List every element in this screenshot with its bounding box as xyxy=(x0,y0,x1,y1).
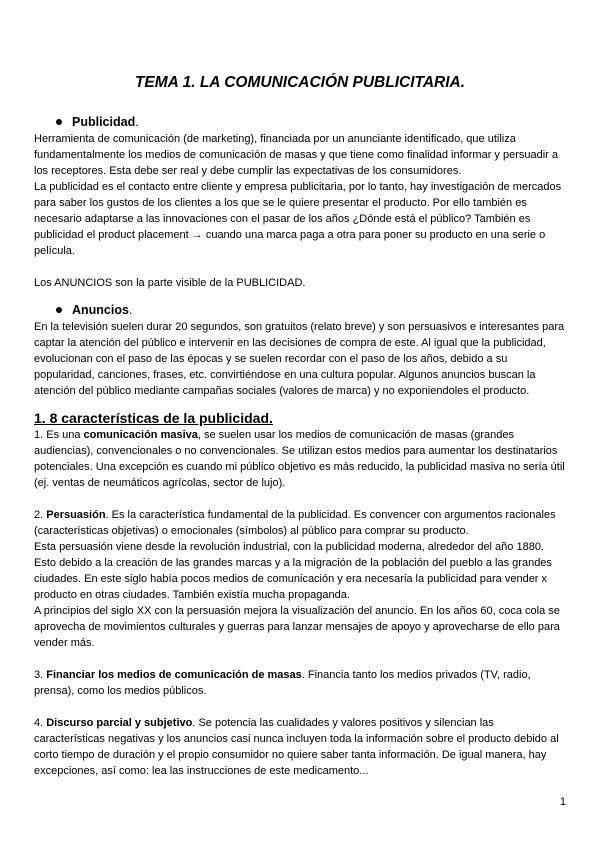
caracteristica-2-paragraph-3: A principios del siglo XX con la persuasión mejora la visualización del anuncio. En los años 60, coca cola se aprovecha de movimientos culturales y guerras para lanzar mensajes de apoyo y aprovecharse de ello para vender más. xyxy=(34,605,560,649)
item-bold: Financiar los medios de comunicación de masas xyxy=(46,669,302,681)
item-bold: Persuasión xyxy=(46,509,106,521)
caracteristica-3 xyxy=(34,667,566,699)
item-number: 2. xyxy=(34,509,47,521)
item-text: , se suelen usar los medios de comunicación de masas (grandes audiencias), convencionales o no convencionales. Se utilizan estos medios para aumentar los destinatarios potenciales. Una excepción es cuando mi público objetivo es más reducido, la publicidad masiva no sería útil (ej. ventas de neumáticos agrícolas, sector de lujo). xyxy=(34,429,565,489)
publicidad-heading: Publicidad. xyxy=(34,113,566,131)
bullet-icon xyxy=(56,307,62,313)
caracteristica-2-paragraph-2: Esta persuasión viene desde la revolución industrial, con la publicidad moderna, alrededor del año 1880. Esto debido a la creación de las grandes marcas y a la migración de la población del pueblo a las grandes ciudades. En este siglo había pocos medios de comunicación y era necesaria la publicidad para vender x producto en otras ciudades. También existía mucha propaganda. xyxy=(34,541,552,601)
bullet-icon xyxy=(56,119,62,125)
publicidad-paragraph-1: Herramienta de comunicación (de marketing), financiada por un anunciante identificado, que utiliza fundamentalmente los medios de comunicación de masas y que tiene como finalidad informar y persuadir a los receptores. Esta debe ser real y debe cumplir las expectativas de los consumidores. xyxy=(34,133,559,177)
page-number: 1 xyxy=(559,796,566,808)
anuncios-heading-text: Anuncios xyxy=(72,303,129,317)
caracteristica-1 xyxy=(34,427,566,491)
publicidad-paragraph-2: La publicidad es el contacto entre cliente y empresa publicitaria, por lo tanto, hay investigación de mercados para saber los gustos de los clientes a los que se le quiere presentar el producto. Por ello también es necesario adaptarse a las innovaciones con el pasar de los años ¿Dónde está el público? También es publicidad el product placement → cuando una marca paga a otra para poner su producto en una serie o película. xyxy=(34,181,562,257)
caracteristica-4 xyxy=(34,715,566,779)
item-text: . Se potencia las cualidades y valores positivos y silencian las características negativas y los anuncios casi nunca incluyen toda la información sobre el producto debido al corto tiempo de duración y el propio consumidor no quiere saber tanta información. De igual manera, hay excepciones, así como: lea las instrucciones de este medicamento... xyxy=(34,717,559,777)
caracteristica-2 xyxy=(34,507,566,539)
anuncios-heading: Anuncios. xyxy=(34,301,566,319)
publicidad-paragraph-3: Los ANUNCIOS son la parte visible de la PUBLICIDAD. xyxy=(34,277,306,289)
item-text: . Financia tanto los medios privados (TV, radio, prensa), como los medios públicos. xyxy=(34,669,531,697)
item-number: 1. Es una xyxy=(34,429,84,441)
anuncios-paragraph-1: En la televisión suelen durar 20 segundos, son gratuitos (relato breve) y son persuasivos e interesantes para captar la atención del público e intervenir en las decisiones de compra de este. Al igual que la publicidad, evolucionan con el paso de las épocas y se suelen recordar con el paso de los años, debido a su popularidad, canciones, frases, etc. convirtiéndose en una cultura popular. Algunos anuncios buscan la atención del público mediante campañas sociales (valores de marca) y no exponiendoles el producto. xyxy=(34,321,565,397)
item-number: 4. xyxy=(34,717,47,729)
item-text: . Es la característica fundamental de la publicidad. Es convencer con argumentos racionales (características objetivas) o emocionales (símbolos) al público para comprar su producto. xyxy=(34,509,556,537)
document-body xyxy=(34,113,566,779)
item-bold: Discurso parcial y subjetivo xyxy=(46,717,193,729)
page-title: TEMA 1. LA COMUNICACIÓN PUBLICITARIA. xyxy=(134,74,466,91)
publicidad-heading-text: Publicidad xyxy=(72,115,136,129)
caracteristicas-heading: 1. 8 características de la publicidad. xyxy=(34,410,273,426)
item-bold: comunicación masiva xyxy=(83,429,198,441)
item-number: 3. xyxy=(34,669,47,681)
